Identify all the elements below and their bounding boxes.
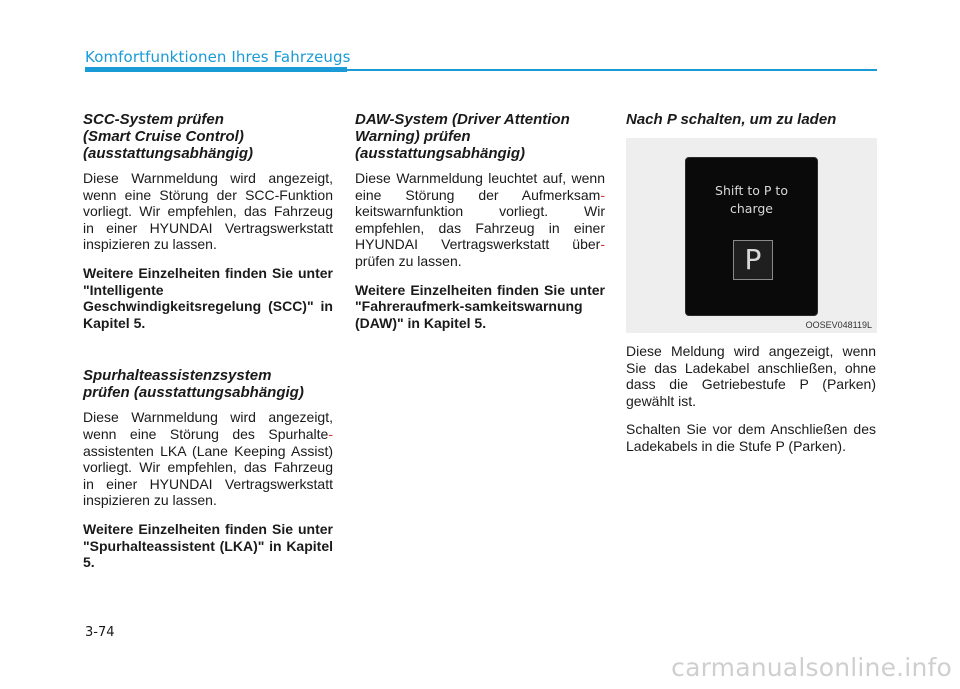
column-middle [355,111,605,343]
figure-code: OOSEV048119L [805,320,872,330]
watermark: carmanualsonline.info [671,653,952,682]
section-lka-check [83,367,333,570]
section-body: Diese Warnmeldung leuchtet auf, wenn eine Störung der Aufmerksam-keitswarnfunktion vorliegt. Wir empfehlen, das Fahrzeug in einer HYUNDAI Vertragswerkstatt über-prüfen zu lassen. [355,170,605,269]
section-heading: Spurhalteassistenzsystem prüfen (ausstattungsabhängig) [83,367,304,402]
page-header-title: Komfortfunktionen Ihres Fahrzeugs [85,48,351,66]
header-rule-thick [85,67,347,72]
section-heading: SCC-System prüfen (Smart Cruise Control) (ausstattungsabhängig) [83,111,254,162]
section-heading: DAW-System (Driver Attention Warning) prüfen (ausstattungsabhängig) [355,111,570,162]
page-number: 3-74 [85,625,115,640]
section-reference: Weitere Einzelheiten finden Sie unter "Intelligente Geschwindigkeitsregelung (SCC)" in Kapitel 5. [83,264,333,331]
section-heading: Nach P schalten, um zu laden [626,111,837,128]
section-scc-check [83,111,333,331]
cluster-display-figure [626,138,877,333]
park-gear-icon: P [733,240,773,280]
column-left [83,111,333,583]
section-body: Diese Warnmeldung wird angezeigt, wenn eine Störung der SCC-Funktion vorliegt. Wir empfehlen, das Fahrzeug in einer HYUNDAI Vertragswerkstatt inspizieren zu lassen. [83,170,333,253]
section-body: Diese Meldung wird angezeigt, wenn Sie das Ladekabel anschließen, ohne dass die Getriebestufe P (Parken) gewählt ist. [626,343,876,409]
section-reference: Weitere Einzelheiten finden Sie unter "Fahreraufmerk-samkeitswarnung (DAW)" in Kapitel 5. [355,281,605,331]
column-right [626,111,876,467]
section-body: Diese Warnmeldung wird angezeigt, wenn eine Störung des Spurhalte-assistenten LKA (Lane Keeping Assist) vorliegt. Wir empfehlen, das Fahrzeug in einer HYUNDAI Vertragswerkstatt inspizieren zu lassen. [83,409,333,509]
section-shift-to-p [626,111,876,455]
cluster-screen [685,157,818,316]
header-rule-thin [347,69,877,71]
section-daw-check [355,111,605,331]
screen-message: Shift to P to charge [715,183,788,216]
section-body: Schalten Sie vor dem Anschließen des Ladekabels in die Stufe P (Parken). [626,421,876,454]
section-reference: Weitere Einzelheiten finden Sie unter "Spurhalteassistent (LKA)" in Kapitel 5. [83,520,333,571]
